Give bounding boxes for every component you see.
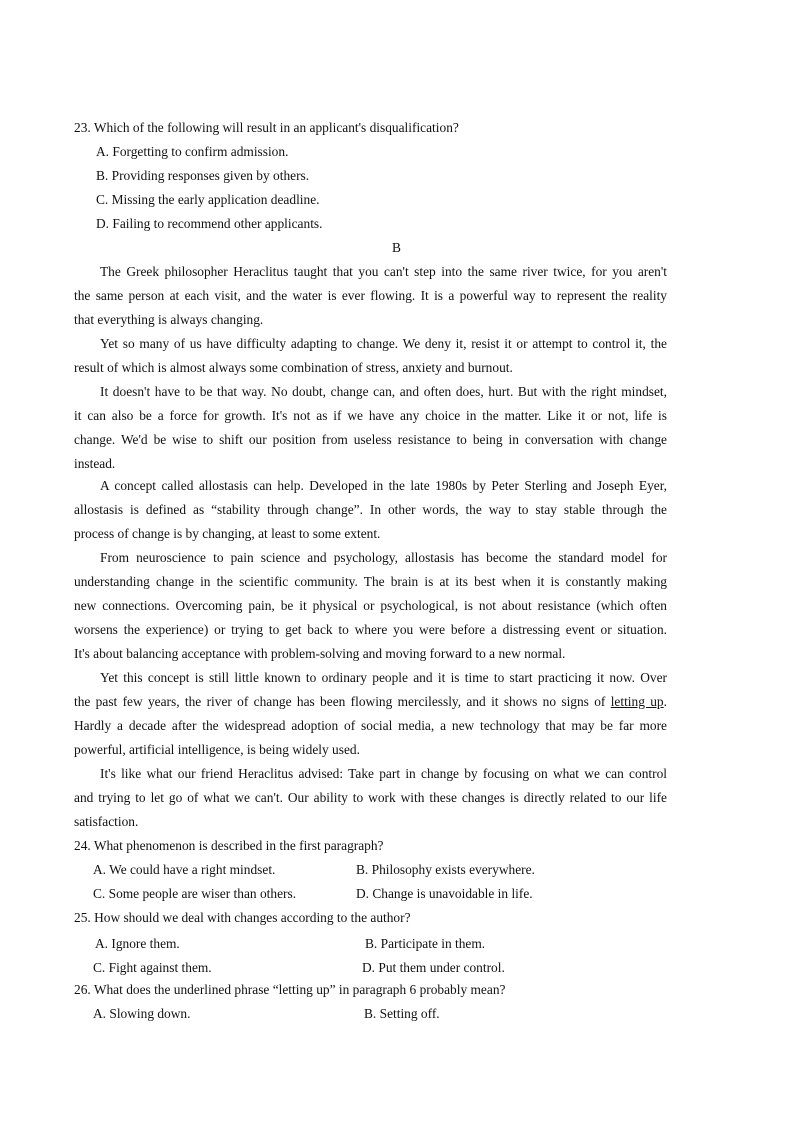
p7-line-3: satisfaction.	[74, 814, 139, 829]
p3-line-4: instead.	[74, 456, 116, 471]
q24-option-c: C. Some people are wiser than others.	[93, 886, 297, 901]
p3-line-3: change. We'd be wise to shift our position from useless resistance to being in conversation with change	[74, 432, 667, 447]
underlined-phrase: letting up	[610, 694, 664, 709]
q25-option-c: C. Fight against them.	[93, 960, 212, 975]
q26-stem: 26. What does the underlined phrase “letting up” in paragraph 6 probably mean?	[74, 982, 506, 997]
p1-line-1: The Greek philosopher Heraclitus taught that you can't step into the same river twice, for you aren't	[100, 264, 667, 279]
p3-line-1: It doesn't have to be that way. No doubt, change can, and often does, hurt. But with the right mindset,	[100, 384, 667, 399]
p5-line-5: It's about balancing acceptance with problem-solving and moving forward to a new normal.	[74, 646, 566, 661]
q24-stem: 24. What phenomenon is described in the first paragraph?	[74, 838, 384, 853]
p6-line-2-after: .	[663, 694, 667, 709]
p2-line-2: result of which is almost always some combination of stress, anxiety and burnout.	[74, 360, 513, 375]
q24-option-b: B. Philosophy exists everywhere.	[356, 862, 535, 877]
q25-option-d: D. Put them under control.	[362, 960, 505, 975]
p5-line-2: understanding change in the scientific community. The brain is at its best when it is constantly making	[74, 574, 667, 589]
p6-line-1: Yet this concept is still little known to ordinary people and it is time to start practicing it now. Over	[100, 670, 667, 685]
p1-line-3: that everything is always changing.	[74, 312, 264, 327]
q24-option-a: A. We could have a right mindset.	[93, 862, 276, 877]
p7-line-1: It's like what our friend Heraclitus advised: Take part in change by focusing on what we can control	[100, 766, 667, 781]
q24-option-d: D. Change is unavoidable in life.	[356, 886, 533, 901]
section-label: B	[392, 240, 401, 255]
p3-line-2: it can also be a force for growth. It's not as if we have any choice in the matter. Like it or not, life is	[74, 408, 667, 423]
p7-line-2: and trying to let go of what we can't. Our ability to work with these changes is directly related to our life	[74, 790, 667, 805]
p2-line-1: Yet so many of us have difficulty adapting to change. We deny it, resist it or attempt to control it, the	[100, 336, 667, 351]
q25-option-b: B. Participate in them.	[365, 936, 486, 951]
q26-option-a: A. Slowing down.	[93, 1006, 191, 1021]
p4-line-1: A concept called allostasis can help. Developed in the late 1980s by Peter Sterling and Joseph Eyer,	[100, 478, 667, 493]
p5-line-4: worsens the experience) or trying to get back to where you were before a distressing event or situation.	[74, 622, 667, 637]
p6-line-3: Hardly a decade after the widespread adoption of social media, a new technology that may be far more	[74, 718, 667, 733]
q23-option-d: D. Failing to recommend other applicants.	[96, 216, 323, 231]
q23-stem: 23. Which of the following will result in an applicant's disqualification?	[74, 120, 459, 135]
q23-option-a: A. Forgetting to confirm admission.	[96, 144, 289, 159]
p1-line-2: the same person at each visit, and the water is ever flowing. It is a powerful way to represent the reality	[74, 288, 667, 303]
q23-option-b: B. Providing responses given by others.	[96, 168, 310, 183]
p6-line-4: powerful, artificial intelligence, is being widely used.	[74, 742, 360, 757]
q25-stem: 25. How should we deal with changes according to the author?	[74, 910, 411, 925]
p6-line-2-before: the past few years, the river of change has been flowing mercilessly, and it shows no signs of	[74, 694, 611, 709]
p4-line-3: process of change is by changing, at least to some extent.	[74, 526, 381, 541]
q26-option-b: B. Setting off.	[364, 1006, 440, 1021]
p4-line-2: allostasis is defined as “stability through change”. In other words, the way to stay stable through the	[74, 502, 667, 517]
p6-line-2	[74, 694, 667, 710]
p5-line-3: new connections. Overcoming pain, be it physical or psychological, is not about resistance (which often	[74, 598, 667, 613]
p5-line-1: From neuroscience to pain science and psychology, allostasis has become the standard model for	[100, 550, 667, 565]
q23-option-c: C. Missing the early application deadline.	[96, 192, 320, 207]
q25-option-a: A. Ignore them.	[95, 936, 180, 951]
